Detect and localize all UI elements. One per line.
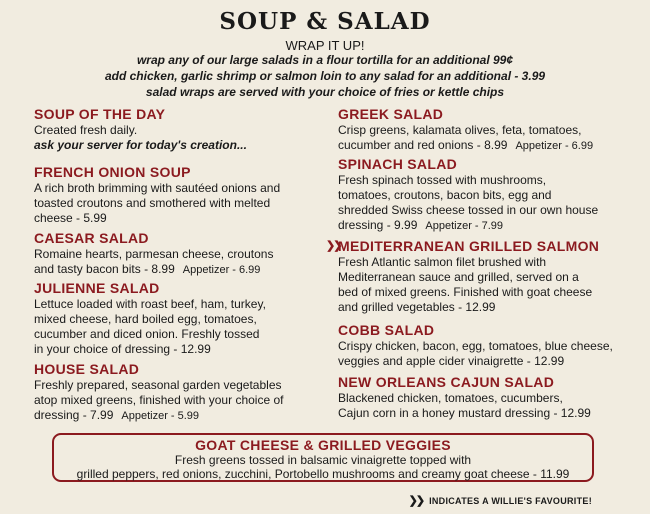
item-description: Freshly prepared, seasonal garden vegetables [34,378,282,392]
item-description: mixed cheese, hard boiled egg, tomatoes, [34,312,257,326]
item-description: toasted croutons and smothered with melted [34,196,271,210]
item-description: Fresh Atlantic salmon filet brushed with [338,255,547,269]
item-name: NEW ORLEANS CAJUN SALAD [338,374,555,390]
featured-item-description: Fresh greens tossed in balsamic vinaigrette topped with [174,453,472,467]
item-description: Lettuce loaded with roast beef, ham, turkey, [34,297,266,311]
menu-item-new-orleans-cajun-salad [338,374,628,424]
menu-item-spinach-salad [338,156,628,238]
item-description: and tasty bacon bits - 8.99 [34,262,175,276]
intro-notes [0,52,650,100]
menu-item-caesar-salad [34,230,324,280]
item-note: ask your server for today's creation... [34,138,247,152]
item-name: GREEK SALAD [338,106,444,122]
item-description-row [34,408,324,424]
favourite-chevron-icon: ❯❯ [408,495,424,507]
item-name: JULIENNE SALAD [34,280,160,296]
item-name: HOUSE SALAD [34,361,140,377]
item-description: atop mixed greens, finished with your choice of [34,393,284,407]
item-name: COBB SALAD [338,322,435,338]
item-description: cucumber and red onions - 8.99 [338,138,508,152]
item-description: cucumber and diced onion. Freshly tossed [34,327,260,341]
left-menu-column [34,106,324,425]
right-menu-column [326,106,628,424]
menu-item-greek-salad [338,106,628,156]
item-name: CAESAR SALAD [34,230,149,246]
item-name: SOUP OF THE DAY [34,106,166,122]
intro-line: wrap any of our large salads in a flour tortilla for an additional 99¢ [136,53,514,67]
item-description: and grilled vegetables - 12.99 [338,300,496,314]
item-description: shredded Swiss cheese tossed in our own house [338,203,599,217]
item-description: bed of mixed greens. Finished with goat cheese [338,285,593,299]
item-description-row [338,138,628,154]
item-description: Cajun corn in a honey mustard dressing - 12.99 [338,406,591,420]
favourite-chevron-icon: ❯❯ [326,240,341,252]
item-description: Fresh spinach tossed with mushrooms, [338,173,547,187]
menu-item-mediterranean-grilled-salmon [326,238,628,322]
menu-item-soup-of-the-day [34,106,324,164]
page-title: SOUP & SALAD [219,8,431,35]
item-description: Created fresh daily. [34,123,138,137]
featured-item-name: GOAT CHEESE & GRILLED VEGGIES [195,437,451,453]
item-description: Crisp greens, kalamata olives, feta, tomatoes, [338,123,582,137]
item-description: dressing - 9.99 [338,218,418,232]
item-description: Romaine hearts, parmesan cheese, croutons [34,247,274,261]
item-description: in your choice of dressing - 12.99 [34,342,211,356]
item-name: FRENCH ONION SOUP [34,164,191,180]
menu-item-cobb-salad [338,322,628,374]
item-description-row [338,218,628,234]
item-description: tomatoes, croutons, bacon bits, egg and [338,188,552,202]
appetizer-price: Appetizer - 6.99 [182,264,261,276]
appetizer-price: Appetizer - 5.99 [121,410,200,422]
legend-text: INDICATES A WILLIE'S FAVOURITE! [429,496,592,506]
appetizer-price: Appetizer - 6.99 [515,140,594,152]
item-description: A rich broth brimming with sautéed onions and [34,181,281,195]
page-subtitle: WRAP IT UP! [285,38,365,53]
menu-item-julienne-salad [34,280,324,361]
item-description-row [34,262,324,278]
intro-line: add chicken, garlic shrimp or salmon loin to any salad for an additional - 3.99 [104,69,546,83]
favourite-legend [409,494,592,507]
featured-item-box [52,433,594,482]
menu-item-house-salad [34,361,324,425]
item-description: dressing - 7.99 [34,408,114,422]
item-description: cheese - 5.99 [34,211,107,225]
intro-line: salad wraps are served with your choice of fries or kettle chips [145,85,505,99]
item-name: SPINACH SALAD [338,156,458,172]
appetizer-price: Appetizer - 7.99 [425,220,504,232]
item-description: veggies and apple cider vinaigrette - 12.99 [338,354,565,368]
featured-item-description: grilled peppers, red onions, zucchini, Portobello mushrooms and creamy goat cheese - 11.99 [76,467,570,481]
menu-item-french-onion-soup [34,164,324,230]
item-description: Blackened chicken, tomatoes, cucumbers, [338,391,563,405]
item-description: Mediterranean sauce and grilled, served on a [338,270,579,284]
item-name: MEDITERRANEAN GRILLED SALMON [338,238,600,254]
item-description: Crispy chicken, bacon, egg, tomatoes, blue cheese, [338,339,613,353]
